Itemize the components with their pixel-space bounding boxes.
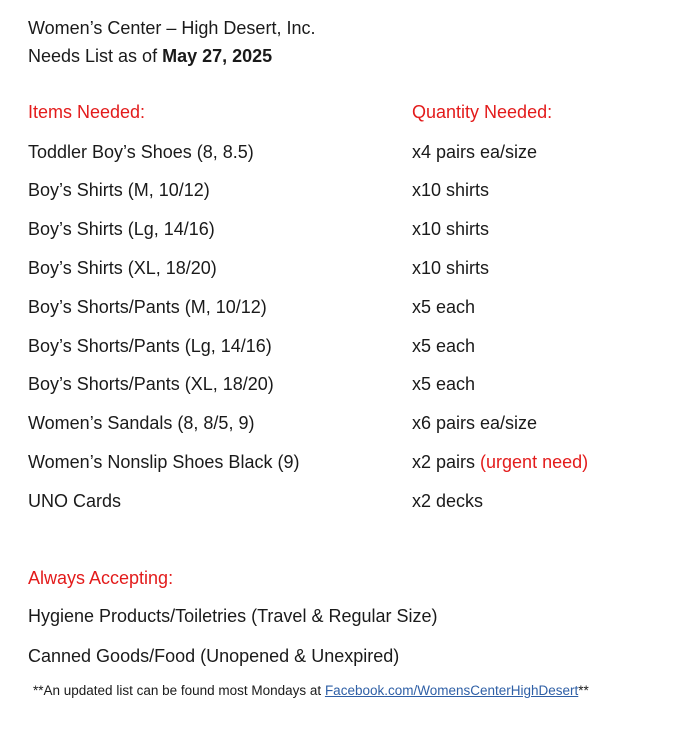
- facebook-link[interactable]: Facebook.com/WomensCenterHighDesert: [324, 683, 579, 698]
- always-accepting-heading: Always Accepting:: [28, 568, 174, 588]
- item-quantity: [412, 451, 588, 473]
- urgent-note: (urgent need): [480, 452, 589, 472]
- footer-note: [33, 682, 589, 700]
- needs-list-date-line: [28, 45, 272, 67]
- needs-list-prefix: Needs List as of: [28, 46, 163, 66]
- table-row: [0, 373, 686, 397]
- item-quantity: [412, 179, 489, 201]
- item-name: Boy’s Shirts (XL, 18/20): [28, 258, 217, 278]
- quantity-text: x5 each: [412, 336, 476, 356]
- table-row: [0, 296, 686, 320]
- quantity-text: x10 shirts: [412, 258, 490, 278]
- quantity-text: x10 shirts: [412, 219, 490, 239]
- table-row: [0, 257, 686, 281]
- quantity-text: x4 pairs ea/size: [412, 142, 538, 162]
- table-row: [0, 218, 686, 242]
- footer-prefix: **An updated list can be found most Mondays at: [33, 683, 325, 698]
- item-name: Toddler Boy’s Shoes (8, 8.5): [28, 142, 254, 162]
- quantity-text: x10 shirts: [412, 180, 490, 200]
- table-row: [0, 412, 686, 436]
- item-quantity: [412, 296, 475, 318]
- item-name: Women’s Sandals (8, 8/5, 9): [28, 413, 255, 433]
- quantity-needed-heading: Quantity Needed:: [412, 102, 553, 122]
- item-name: UNO Cards: [28, 491, 122, 511]
- needs-list-date: May 27, 2025: [162, 46, 273, 66]
- quantity-text: x2 decks: [412, 491, 484, 511]
- quantity-text: x5 each: [412, 297, 476, 317]
- item-quantity: [412, 141, 537, 163]
- table-row: [0, 451, 686, 475]
- item-name: Boy’s Shorts/Pants (XL, 18/20): [28, 374, 274, 394]
- table-row: [0, 141, 686, 165]
- footer-suffix: **: [578, 683, 589, 698]
- quantity-text: x5 each: [412, 374, 476, 394]
- item-name: Boy’s Shirts (Lg, 14/16): [28, 219, 215, 239]
- items-needed-heading: Items Needed:: [28, 102, 146, 122]
- list-item: Canned Goods/Food (Unopened & Unexpired): [28, 646, 400, 666]
- quantity-text: x2 pairs: [412, 452, 481, 472]
- item-name: Boy’s Shorts/Pants (Lg, 14/16): [28, 336, 272, 356]
- table-row: [0, 179, 686, 203]
- item-quantity: [412, 218, 489, 240]
- item-name: Women’s Nonslip Shoes Black (9): [28, 452, 300, 472]
- item-quantity: [412, 490, 483, 512]
- item-quantity: [412, 335, 475, 357]
- organization-name: Women’s Center – High Desert, Inc.: [28, 18, 316, 38]
- item-quantity: [412, 373, 475, 395]
- table-row: [0, 335, 686, 359]
- item-quantity: [412, 412, 537, 434]
- quantity-text: x6 pairs ea/size: [412, 413, 538, 433]
- item-quantity: [412, 257, 489, 279]
- item-name: Boy’s Shirts (M, 10/12): [28, 180, 210, 200]
- list-item: Hygiene Products/Toiletries (Travel & Regular Size): [28, 606, 438, 626]
- table-row: [0, 490, 686, 514]
- item-name: Boy’s Shorts/Pants (M, 10/12): [28, 297, 267, 317]
